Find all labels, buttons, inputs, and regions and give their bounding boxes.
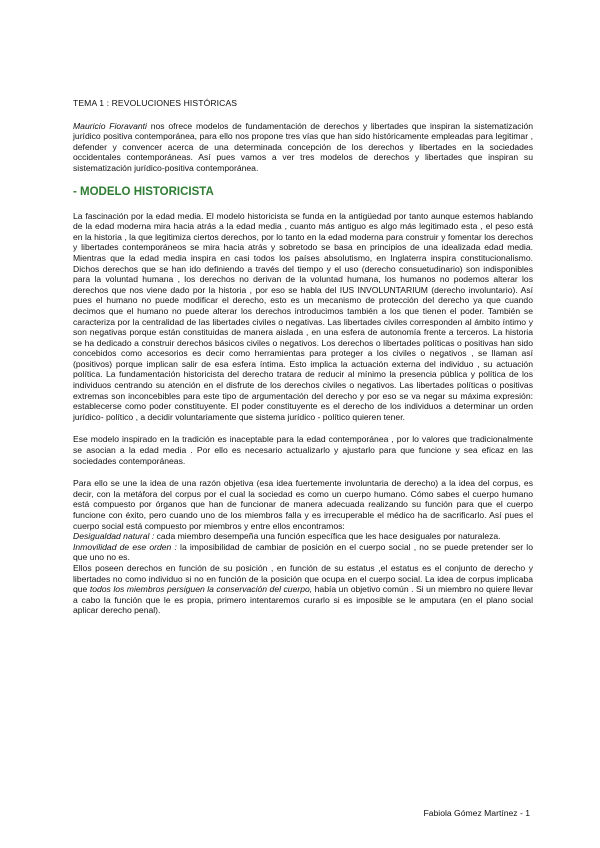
paragraph-4-label: Desigualdad natural : [73, 531, 155, 542]
paragraph-1: La fascinación por la edad media. El modelo historicista se funda en la antigüedad por tanto aunque estemos hablando de la edad moderna mira hacia atrás a la edad media , cuanto más antiguo es algo más legitimado esta , el peso está en la historia , la que legitimiza ciertos derechos, por lo tanto en la edad moderna para construir y fomentar los derechos y libertades contemporáneos se mira hacia atrás y sobretodo se basa en principios de una idealizada edad media. Mientras que la edad media inspira en casi todos los países absolutismo, en Inglaterra inspira constitucionalismo. Dichos derechos que se han ido definiendo a través del tiempo y el uso (derecho consuetudinario) son indisponibles para la voluntad humana , los derechos no derivan de la voluntad humana, los humanos no podemos alterar los derechos que nos viene dado por la historia , por eso se habla del IUS INVOLUNTARIUM (derecho involuntario). Así pues el humano no puede modificar el derecho, esto es un mecanismo de protección del derecho ya que cuando decimos que el humano no puede alterar los derechos introducimos también a los que tienen el poder. También se caracteriza por la centralidad de las libertades civiles o negativas. Las libertades civiles corresponden al ámbito íntimo y son negativas porque están constituidas de manera aislada , en una esfera de autonomía frente a terceros. La historia se ha dedicado a construir derechos básicos civiles o negativos. Los derechos o libertades políticas o positivas han sido concebidos como accesorios es decir como herramientas para proteger a los civiles o negativos , se llaman así (positivos) porque implican salir de esa esfera íntima. Esto implica la actuación externa del individuo , su actuación política. La fundamentación historicista del derecho tratara de reducir al mínimo la presencia pública y política de los individuos centrando su atención en el disfrute de los derechos civiles o negativos. Las libertades políticas o positivas extremas son inconcebibles para este tipo de argumentación del derecho y por eso se va negar su máxima expresión: establecerse como poder constituyente. El poder constituyente es el derecho de los individuos a determinar un orden jurídico- político , a decidir voluntariamente que sistema jurídico - político quieren tener. [73, 210, 533, 422]
document-title: TEMA 1 : REVOLUCIONES HISTÓRICAS [73, 98, 238, 108]
section-heading: - MODELO HISTORICISTA [73, 185, 214, 198]
page-content [73, 98, 533, 616]
paragraph-6-italic: todos los miembros persiguen la conservación del cuerpo, [89, 584, 313, 595]
page-footer: Fabiola Gómez Martínez - 1 [423, 808, 530, 818]
paragraph-2: Ese modelo inspirado en la tradición es inaceptable para la edad contemporánea , por lo valores que tradicionalmente se asocian a la edad media . Por ello es necesario actualizarlo y ajustarlo para que funcione y sea eficaz en las sociedades contemporáneas. [73, 434, 533, 466]
intro-paragraph [73, 121, 533, 174]
paragraph-4 [73, 531, 533, 542]
intro-text: nos ofrece modelos de fundamentación de derechos y libertades que inspiran la sistematización jurídico positiva contemporánea, para ello nos propone tres vías que han sido históricamente empleadas para legitimar , defender y convencer acerca de una determinada concepción de los derechos y libertades en la sociedades occidentales contemporáneas. Así pues vamos a ver tres modelos de derechos y libertades que inspiran su sistematización jurídico-positiva contemporánea. [73, 120, 533, 173]
paragraph-6 [73, 563, 533, 616]
paragraph-6-b: había un objetivo común . Si un miembro no quiere llevar a cabo la función que le es propia, primero intentaremos curarlo si es imposible se le amputara (en el plano social aplicar derecho penal). [73, 584, 533, 616]
paragraph-6-a: Ellos poseen derechos en función de su posición , en función de su estatus ,el estatus es el conjunto de derecho y libertades no como individuo si no en función de la posición que ocupa en el cuerpo social. La idea de corpus implicaba que [73, 562, 533, 595]
paragraph-4-text: cada miembro desempeña una función específica que les hace desiguales por naturaleza. [154, 531, 501, 542]
intro-author: Mauricio Fioravanti [73, 120, 147, 131]
paragraph-5 [73, 542, 533, 563]
paragraph-3: Para ello se une la idea de una razón objetiva (esa idea fuertemente involuntaria de derecho) a la idea del corpus, es decir, con la metáfora del corpus por el cual la sociedad es como un cuerpo humano. Cómo sabes el cuerpo humano está compuesto por órganos que han de funcionar de manera adecuada realizando su función para que el cuerpo funcione con éxito, pero cuando uno de los miembros falla y es irrecuperable el médico ha de sacrificarlo. Así pues el cuerpo social está compuesto por miembros y entre ellos encontramos: [73, 478, 533, 531]
paragraph-5-label: Inmovilidad de ese orden : [73, 541, 177, 552]
paragraph-5-text: la imposibilidad de cambiar de posición en el cuerpo social , no se puede pretender ser lo que uno no es. [73, 541, 533, 563]
